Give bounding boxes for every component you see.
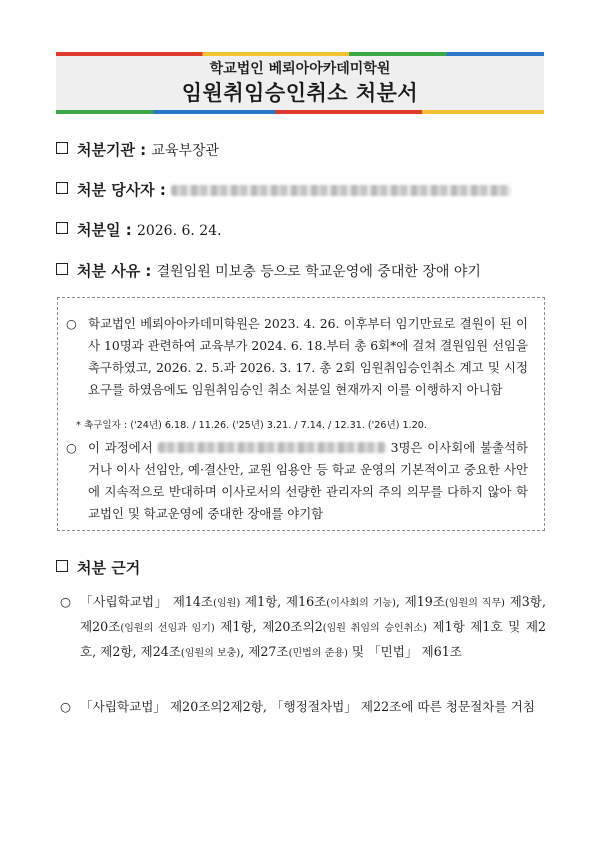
basis-item-1-part: 제1항, 제16조 xyxy=(240,594,327,609)
title-panel xyxy=(56,56,544,110)
checkbox-icon xyxy=(56,560,68,572)
reason-text-1: 학교법인 베뢰아아카데미학원은 2023. 4. 26. 이후부터 임기만료로 결원이 된 이사 10명과 관련하여 교육부가 2024. 6. 18.부터 총 6회*에 걸쳐 결원임원 선임을 촉구하였고, 2026. 2. 5.과 2026. 3. 17. 총 2회 임원취임승인취소 계고 및 시정요구를 하였음에도 임원취임승인 취소 처분일 현재까지 이를 이행하지 아니함 xyxy=(88,316,528,397)
basis-item-1-part: 제1항 제1호 및 제2호, 제2항, 제24조 xyxy=(80,619,546,659)
reason-note: * 촉구일자 : ('24년) 6.18. / 11.26. ('25년) 3.21. / 7.14. / 12.31. ('26년) 1.20. xyxy=(76,420,427,431)
checkbox-icon xyxy=(56,142,68,154)
bullet-icon: ○ xyxy=(60,699,71,714)
bullet-icon: ○ xyxy=(66,316,77,331)
reason-text-2-suffix: 3명은 이사회에 불출석하거나 이사 선임안, 예·결산안, 교원 임용안 등 학교 운영의 기본적이고 중요한 사안에 지속적으로 반대하며 이사로서의 선량한 관리자의 주의 의무를 다하지 않아 학교법인 및 학교운영에 중대한 장애를 야기함 xyxy=(88,440,528,521)
basis-item-1-text xyxy=(80,590,546,665)
field-value: 교육부장관 xyxy=(151,143,220,159)
reason-text-2-prefix: 이 과정에서 xyxy=(88,440,153,455)
field-label: 처분 당사자 : xyxy=(77,181,166,199)
bullet-icon: ○ xyxy=(66,440,77,455)
document-subtitle: 학교법인 베뢰아아카데미학원 xyxy=(209,61,391,77)
basis-item-1-part: 제3항, 제20조 xyxy=(80,594,546,634)
field-date xyxy=(56,220,222,241)
field-label: 처분기관 : xyxy=(77,141,147,159)
basis-item-1-part: , 제19조 xyxy=(395,594,445,609)
redacted-director-names xyxy=(158,442,386,453)
basis-item-1-part: (임원) xyxy=(213,598,241,609)
reason-paragraph-2 xyxy=(66,437,536,527)
checkbox-icon xyxy=(56,182,68,194)
basis-item-1-part: , 제27조 xyxy=(240,644,289,659)
basis-item-1-part: (민법의 준용) xyxy=(288,648,348,659)
bullet-icon: ○ xyxy=(60,594,71,609)
field-authority xyxy=(56,140,219,161)
field-value: 2026. 6. 24. xyxy=(136,223,222,239)
field-label: 처분 사유 : xyxy=(77,262,152,280)
basis-item-1-part: 및 「민법」 제61조 xyxy=(347,644,462,659)
basis-item-1-part: (임원 취임의 승인취소) xyxy=(322,623,427,634)
basis-item-1-part: (임원의 직무) xyxy=(444,598,505,609)
document-title: 임원취임승인취소 처분서 xyxy=(181,81,419,105)
basis-item-1-part: (임원의 보충) xyxy=(180,648,241,659)
title-block xyxy=(56,52,544,114)
field-party xyxy=(56,180,511,200)
title-bottom-stripe xyxy=(56,110,544,114)
basis-heading xyxy=(56,558,140,578)
checkbox-icon xyxy=(56,222,68,234)
basis-item-1-part: 「사립학교법」 제14조 xyxy=(80,594,214,609)
basis-item-1-part: (임원의 선임과 임기) xyxy=(120,623,215,634)
reason-paragraph-1 xyxy=(66,313,536,413)
basis-item-1-part: 제1항, 제20조의2 xyxy=(214,619,323,634)
field-value: 결원임원 미보충 등으로 학교운영에 중대한 장애 야기 xyxy=(156,264,481,280)
reason-detail-box xyxy=(57,297,545,531)
reason-text-2 xyxy=(88,437,528,525)
basis-item-2-text: 「사립학교법」 제20조의2제2항, 「행정절차법」 제22조에 따른 청문절차를 거침 xyxy=(80,699,535,714)
field-reason xyxy=(56,261,481,282)
basis-item-1-part: (이사회의 기능) xyxy=(326,598,396,609)
redacted-party-names xyxy=(171,185,511,196)
basis-heading-text: 처분 근거 xyxy=(77,559,141,577)
checkbox-icon xyxy=(56,263,68,275)
field-label: 처분일 : xyxy=(77,221,132,239)
